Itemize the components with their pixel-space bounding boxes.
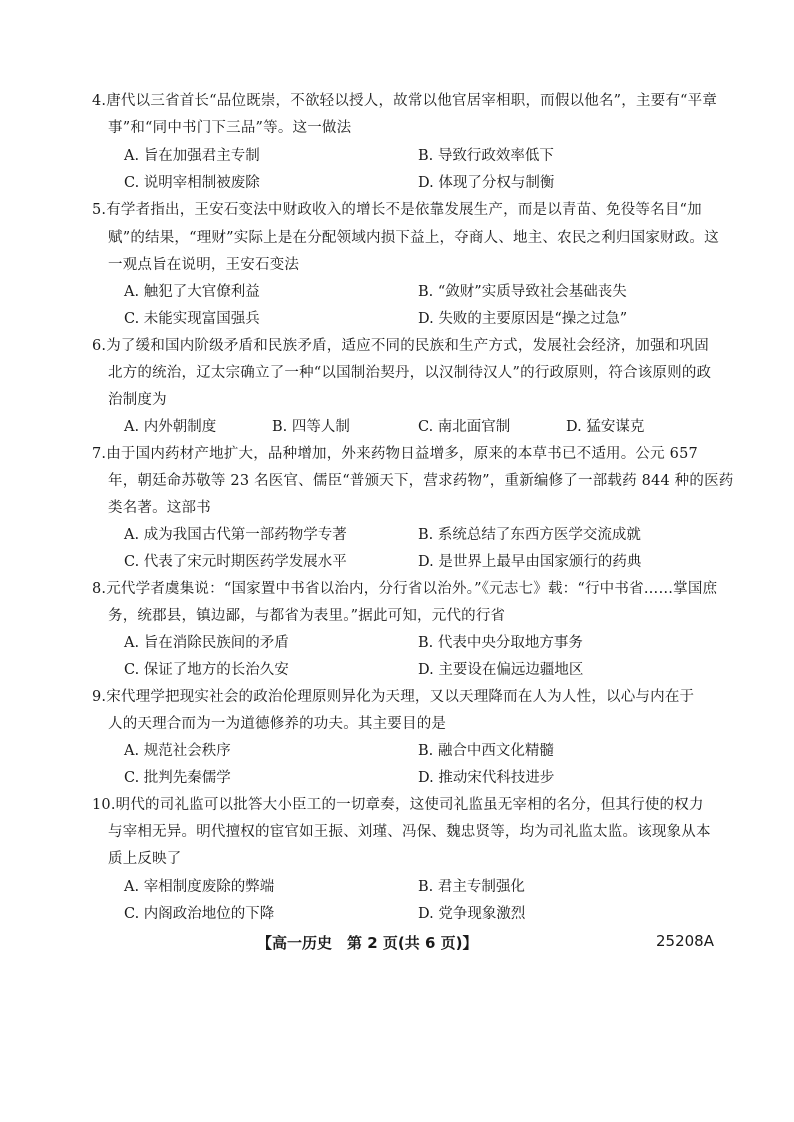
option-d: D. 猛安谋克 — [566, 419, 645, 435]
question-text-line: 人的天理合而为一为道德修养的功夫。其主要目的是 — [108, 716, 447, 732]
option-c: C. 未能实现富国强兵 — [124, 311, 260, 327]
question-text-line: 与宰相无异。明代擅权的宦官如王振、刘瑾、冯保、魏忠贤等，均为司礼监太监。该现象从本 — [108, 824, 711, 840]
question-text-line: 北方的统治，辽太宗确立了一种“以国制治契丹，以汉制待汉人”的行政原则，符合该原则的政 — [108, 365, 712, 381]
option-b: B. “敛财”实质导致社会基础丧失 — [418, 284, 627, 300]
option-b: B. 导致行政效率低下 — [418, 148, 554, 164]
option-d: D. 体现了分权与制衡 — [418, 175, 555, 191]
option-c: C. 说明宰相制被废除 — [124, 175, 260, 191]
option-b: B. 融合中西文化精髓 — [418, 743, 554, 759]
option-c: C. 批判先秦儒学 — [124, 770, 231, 786]
option-a: A. 旨在消除民族间的矛盾 — [124, 635, 289, 651]
option-c: C. 保证了地方的长治久安 — [124, 662, 289, 678]
question-text-line: 赋”的结果，“理财”实际上是在分配领域内损下益上，夺商人、地主、农民之利归国家财政。这 — [108, 230, 719, 246]
question-text-line: 5.有学者指出，王安石变法中财政收入的增长不是依靠发展生产，而是以青苗、免役等名目“加 — [92, 202, 702, 218]
question-text-line: 质上反映了 — [108, 851, 182, 867]
question-text-line: 7.由于国内药材产地扩大，品种增加，外来药物日益增多，原来的本草书已不适用。公元 657 — [92, 446, 698, 462]
question-text-line: 6.为了缓和国内阶级矛盾和民族矛盾，适应不同的民族和生产方式，发展社会经济，加强和巩固 — [92, 338, 709, 354]
option-d: D. 主要设在偏远边疆地区 — [418, 662, 584, 678]
question-text-line: 年，朝廷命苏敬等 23 名医官、儒臣“普颁天下，营求药物”，重新编修了一部载药 844 种的医药 — [108, 473, 734, 489]
paper-code: 25208A — [656, 932, 714, 950]
question-text-line: 事”和“同中书门下三品”等。这一做法 — [108, 120, 352, 136]
option-c: C. 内阁政治地位的下降 — [124, 906, 275, 922]
option-b: B. 代表中央分取地方事务 — [418, 635, 583, 651]
option-b: B. 君主专制强化 — [418, 879, 525, 895]
option-c: C. 代表了宋元时期医药学发展水平 — [124, 554, 347, 570]
option-a: A. 宰相制度废除的弊端 — [124, 879, 275, 895]
option-a: A. 触犯了大官僚利益 — [124, 284, 260, 300]
question-text-line: 10.明代的司礼监可以批答大小臣工的一切章奏，这使司礼监虽无宰相的名分，但其行使的权力 — [92, 797, 704, 813]
question-text-line: 务，统郡县，镇边鄙，与都省为表里。”据此可知，元代的行省 — [108, 608, 506, 624]
question-text-line: 一观点旨在说明，王安石变法 — [108, 257, 300, 273]
option-d: D. 是世界上最早由国家颁行的药典 — [418, 554, 642, 570]
option-b: B. 系统总结了东西方医学交流成就 — [418, 527, 641, 543]
option-d: D. 党争现象激烈 — [418, 906, 526, 922]
option-a: A. 成为我国古代第一部药物学专著 — [124, 527, 347, 543]
question-text-line: 9.宋代理学把现实社会的政治伦理原则异化为天理，又以天理降而在人为人性，以心与内在于 — [92, 689, 695, 705]
option-a: A. 规范社会秩序 — [124, 743, 231, 759]
question-text-line: 8.元代学者虞集说：“国家置中书省以治内，分行省以治外。”《元志七》载：“行中书省……掌国庶 — [92, 581, 718, 597]
option-c: C. 南北面官制 — [418, 419, 511, 435]
option-b: B. 四等人制 — [272, 419, 350, 435]
question-text-line: 类名著。这部书 — [108, 500, 211, 516]
option-a: A. 旨在加强君主专制 — [124, 148, 260, 164]
option-d: D. 推动宋代科技进步 — [418, 770, 555, 786]
question-text-line: 4.唐代以三省首长“品位既崇，不欲轻以授人，故常以他官居宰相职，而假以他名”，主要有“平章 — [92, 93, 718, 109]
question-text-line: 治制度为 — [108, 392, 167, 408]
option-a: A. 内外朝制度 — [124, 419, 217, 435]
page-footer-title: 【高一历史 第 2 页(共 6 页)】 — [257, 934, 478, 952]
option-d: D. 失败的主要原因是“操之过急” — [418, 311, 628, 327]
